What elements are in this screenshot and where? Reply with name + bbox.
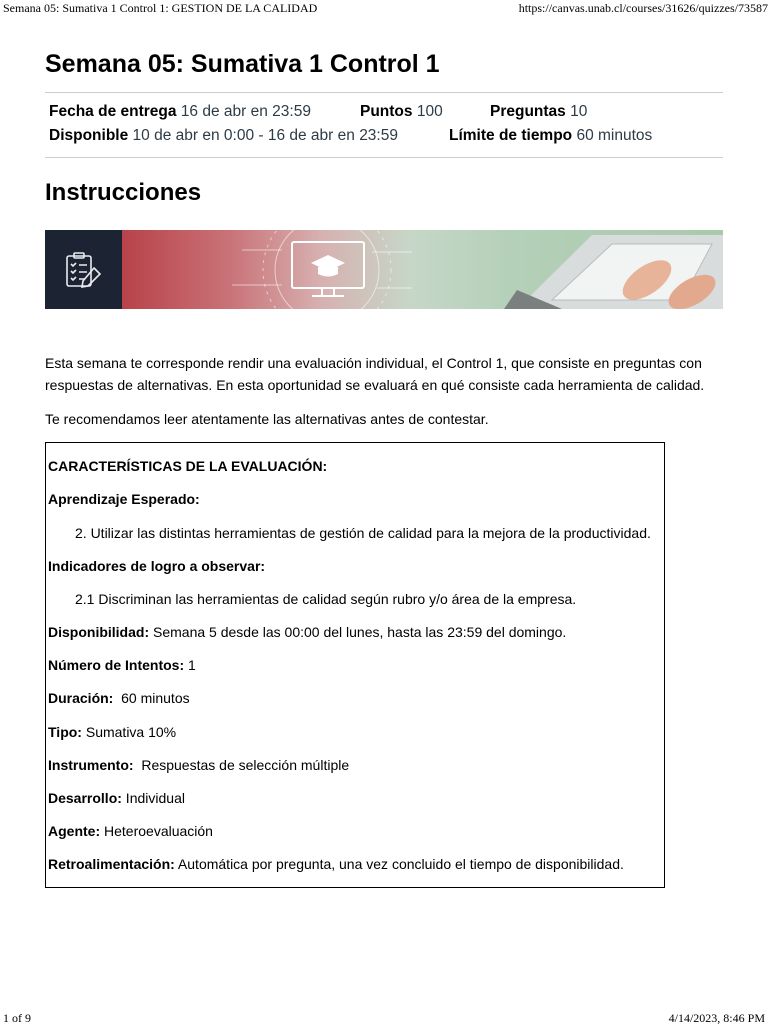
banner-image xyxy=(45,230,723,309)
feedback-label: Retroalimentación: xyxy=(48,856,175,872)
time-limit-label: Límite de tiempo xyxy=(449,127,573,144)
page-title: Semana 05: Sumativa 1 Control 1 xyxy=(45,50,440,78)
due-label: Fecha de entrega xyxy=(49,103,177,120)
questions-value: 10 xyxy=(570,103,588,120)
monitor-graduation-icon xyxy=(292,242,364,296)
development-label: Desarrollo: xyxy=(48,790,122,806)
indicators-item: 2.1 Discriminan las herramientas de calidad según rubro y/o área de la empresa. xyxy=(75,591,577,607)
instrument-value: Respuestas de selección múltiple xyxy=(133,757,350,773)
divider xyxy=(45,157,723,158)
print-datetime: 4/14/2023, 8:46 PM xyxy=(668,1011,765,1025)
indicators-label: Indicadores de logro a observar: xyxy=(48,558,266,574)
duration-label: Duración: xyxy=(48,690,114,706)
learning-label: Aprendizaje Esperado: xyxy=(48,491,200,507)
instructions-paragraph: Esta semana te corresponde rendir una evaluación individual, el Control 1, que consiste en preguntas con respuestas de alternativas. En esta oportunidad se evaluará en qué consiste cada herramienta de calidad. xyxy=(45,355,705,393)
divider xyxy=(45,92,723,93)
attempts-label: Número de Intentos: xyxy=(48,657,185,673)
banner-dark-panel xyxy=(45,230,122,309)
points-value: 100 xyxy=(416,103,443,120)
print-header-url[interactable]: https://canvas.unab.cl/courses/31626/quizzes/73587 xyxy=(518,1,768,15)
availability-value: Semana 5 desde las 00:00 del lunes, hasta las 23:59 del domingo. xyxy=(149,624,567,640)
duration-value: 60 minutos xyxy=(113,690,190,706)
points-label: Puntos xyxy=(360,103,413,120)
availability-label: Disponibilidad: xyxy=(48,624,150,640)
print-header xyxy=(0,0,768,16)
keyboard-hands-graphic xyxy=(504,235,723,309)
attempts-value: 1 xyxy=(184,657,196,673)
type-label: Tipo: xyxy=(48,724,82,740)
checklist-icon xyxy=(45,230,122,309)
instrument-label: Instrumento: xyxy=(48,757,134,773)
banner-graphic xyxy=(122,230,723,309)
learning-item: 2. Utilizar las distintas herramientas de gestión de calidad para la mejora de la productividad. xyxy=(75,525,651,541)
instructions-paragraph: Te recomendamos leer atentamente las alternativas antes de contestar. xyxy=(45,411,489,427)
available-value: 10 de abr en 0:00 - 16 de abr en 23:59 xyxy=(132,127,398,144)
questions-label: Preguntas xyxy=(490,103,566,120)
due-value: 16 de abr en 23:59 xyxy=(180,103,311,120)
agent-value: Heteroevaluación xyxy=(100,823,213,839)
type-value: Sumativa 10% xyxy=(81,724,177,740)
page-count: 1 of 9 xyxy=(3,1011,31,1025)
feedback-value: Automática por pregunta, una vez concluido el tiempo de disponibilidad. xyxy=(174,856,624,872)
banner-technology-panel xyxy=(122,230,723,309)
available-label: Disponible xyxy=(49,127,129,144)
time-limit-value: 60 minutos xyxy=(576,127,653,144)
development-value: Individual xyxy=(121,790,185,806)
print-header-title: Semana 05: Sumativa 1 Control 1: GESTION DE LA CALIDAD xyxy=(3,1,318,15)
evaluation-details-table xyxy=(45,442,665,888)
agent-label: Agente: xyxy=(48,823,101,839)
instructions-heading: Instrucciones xyxy=(45,179,202,206)
evaluation-heading: CARACTERÍSTICAS DE LA EVALUACIÓN: xyxy=(48,458,328,474)
